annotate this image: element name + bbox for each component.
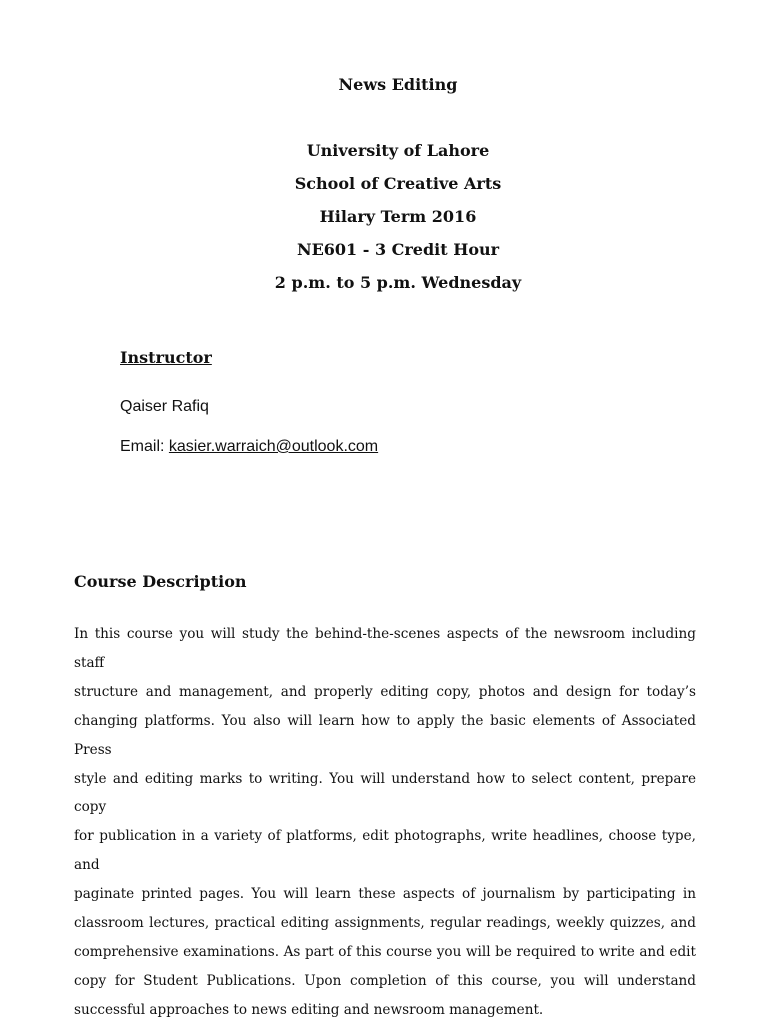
course-description-heading: Course Description [74, 572, 247, 591]
instructor-email [120, 438, 378, 456]
email-link[interactable]: kasier.warraich@outlook.com [168, 438, 379, 455]
description-line: structure and management, and properly editing copy, photos and design for today’s [74, 683, 696, 700]
description-line: changing platforms. You also will learn how to apply the basic elements of Associated Press [74, 712, 696, 758]
university-name: University of Lahore [306, 141, 490, 160]
document-header [0, 68, 768, 299]
description-line: In this course you will study the behind-the-scenes aspects of the newsroom including staff [74, 626, 696, 671]
description-line: paginate printed pages. You will learn these aspects of journalism by participating in [74, 886, 696, 903]
course-title: News Editing [338, 75, 458, 94]
description-line: comprehensive examinations. As part of this course you will be required to write and edit [74, 943, 696, 960]
description-line: for publication in a variety of platforms, edit photographs, write headlines, choose type, and [74, 828, 696, 874]
course-description-body [74, 620, 696, 1025]
term: Hilary Term 2016 [319, 207, 477, 226]
description-line: style and editing marks to writing. You will understand how to select content, prepare copy [74, 770, 696, 816]
description-line: successful approaches to news editing and newsroom management. [74, 1001, 544, 1018]
email-label: Email: [120, 438, 169, 455]
header-spacer [0, 101, 768, 134]
class-schedule: 2 p.m. to 5 p.m. Wednesday [274, 273, 522, 292]
description-line: classroom lectures, practical editing assignments, regular readings, weekly quizzes, and [74, 915, 696, 932]
description-line: copy for Student Publications. Upon completion of this course, you will understand [74, 972, 696, 989]
course-code: NE601 - 3 Credit Hour [296, 240, 500, 259]
school-name: School of Creative Arts [294, 174, 502, 193]
instructor-heading: Instructor [120, 348, 212, 367]
instructor-name: Qaiser Rafiq [120, 398, 209, 415]
